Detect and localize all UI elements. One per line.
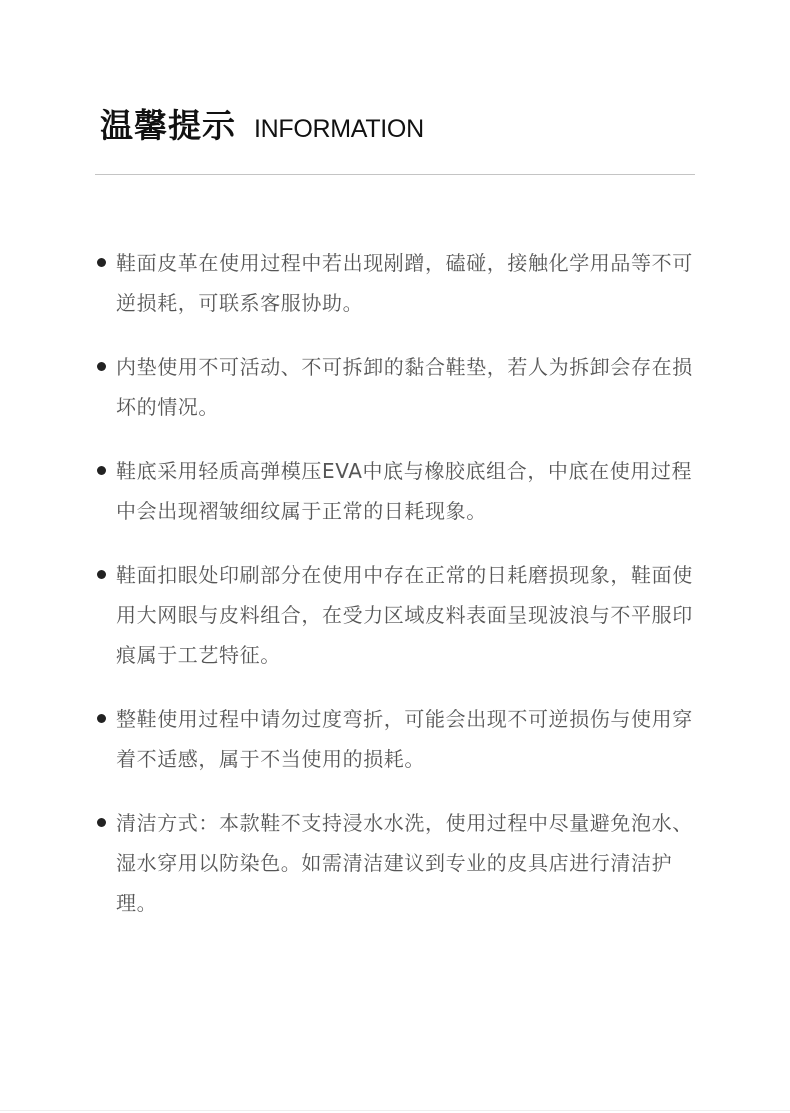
- list-item-text: 清洁方式：本款鞋不支持浸水水洗，使用过程中尽量避免泡水、湿水穿用以防染色。如需清洁建议到专业的皮具店进行清洁护理。: [116, 811, 693, 915]
- list-item-text: 内垫使用不可活动、不可拆卸的黏合鞋垫，若人为拆卸会存在损坏的情况。: [116, 355, 693, 419]
- notice-list: [96, 243, 696, 947]
- list-item-text: 鞋底采用轻质高弹模压EVA中底与橡胶底组合，中底在使用过程中会出现褶皱细纹属于正常的日耗现象。: [116, 459, 693, 523]
- list-item-text: 整鞋使用过程中请勿过度弯折，可能会出现不可逆损伤与使用穿着不适感，属于不当使用的损耗。: [116, 707, 693, 771]
- bullet-icon: [97, 570, 106, 579]
- header-divider: [95, 174, 695, 175]
- list-item-text: 鞋面皮革在使用过程中若出现剐蹭，磕碰，接触化学用品等不可逆损耗，可联系客服协助。: [116, 251, 693, 315]
- list-item: [96, 555, 696, 675]
- bullet-icon: [97, 362, 106, 371]
- page-header: [100, 100, 424, 147]
- page-title: 温馨提示: [100, 106, 236, 145]
- list-item: [96, 699, 696, 779]
- list-item: [96, 803, 696, 923]
- bottom-divider: [0, 1110, 790, 1111]
- list-item: [96, 243, 696, 323]
- bullet-icon: [97, 714, 106, 723]
- bullet-icon: [97, 818, 106, 827]
- list-item-text: 鞋面扣眼处印刷部分在使用中存在正常的日耗磨损现象，鞋面使用大网眼与皮料组合，在受力区域皮料表面呈现波浪与不平服印痕属于工艺特征。: [116, 563, 693, 667]
- bullet-icon: [97, 466, 106, 475]
- page-subtitle: INFORMATION: [254, 115, 424, 143]
- list-item: [96, 451, 696, 531]
- bullet-icon: [97, 258, 106, 267]
- list-item: [96, 347, 696, 427]
